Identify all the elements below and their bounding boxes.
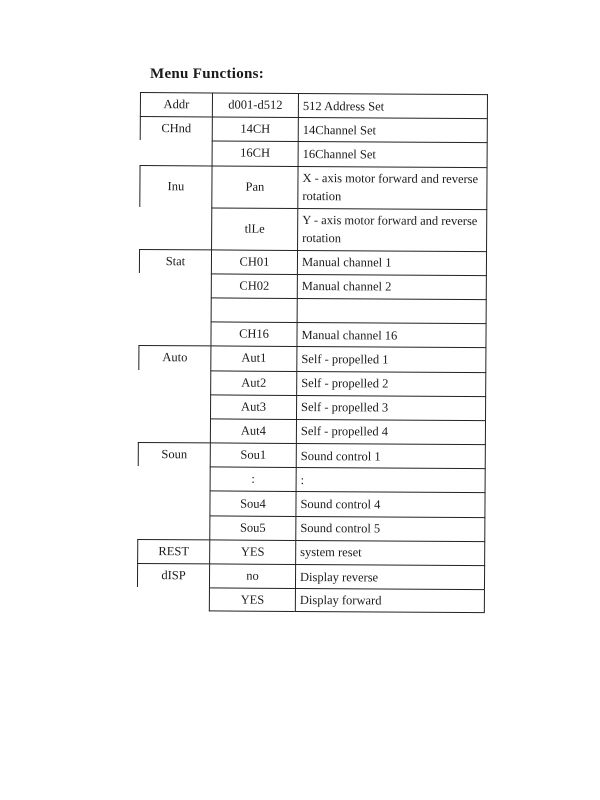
table-row xyxy=(138,466,486,492)
setting-value-cell: Aut3 xyxy=(210,394,296,419)
table-row xyxy=(139,249,487,275)
description-cell: Sound control 1 xyxy=(296,443,486,468)
table-row xyxy=(140,140,488,166)
setting-value-cell: 14CH xyxy=(212,117,298,142)
table-row xyxy=(137,587,485,613)
menu-item-cell: Inu xyxy=(139,165,211,207)
description-cell: Sound control 5 xyxy=(295,516,485,541)
table-row xyxy=(138,345,486,371)
table-row xyxy=(139,273,487,299)
description-cell: Self - propelled 1 xyxy=(296,346,486,371)
setting-value-cell: Sou1 xyxy=(210,442,296,467)
menu-item-cell: Auto xyxy=(138,345,210,370)
table-row xyxy=(138,321,486,347)
menu-item-cell xyxy=(138,321,210,346)
description-cell: 14Channel Set xyxy=(298,117,488,142)
table-row xyxy=(138,369,486,395)
table-row xyxy=(138,394,486,420)
menu-item-cell: Soun xyxy=(138,442,210,467)
setting-value-cell: Aut1 xyxy=(210,346,296,371)
table-row xyxy=(138,442,486,468)
setting-value-cell: Sou4 xyxy=(209,491,295,516)
table-row xyxy=(137,539,485,565)
menu-item-cell: Stat xyxy=(139,249,211,274)
table-row xyxy=(137,563,485,589)
menu-item-cell: REST xyxy=(137,539,209,564)
description-cell: 16Channel Set xyxy=(298,141,488,166)
menu-item-cell xyxy=(137,587,209,612)
setting-value-cell: : xyxy=(210,467,296,492)
setting-value-cell: 16CH xyxy=(212,141,298,166)
menu-item-cell xyxy=(137,515,209,540)
setting-value-cell: d001-d512 xyxy=(212,92,298,117)
description-cell: Sound control 4 xyxy=(295,491,485,516)
description-cell: system reset xyxy=(295,540,485,565)
table-row xyxy=(139,297,487,323)
menu-item-cell xyxy=(139,297,211,322)
menu-item-cell: CHnd xyxy=(140,116,212,141)
description-cell: Manual channel 16 xyxy=(296,322,486,347)
menu-functions-table xyxy=(137,92,488,613)
setting-value-cell: YES xyxy=(209,539,295,564)
setting-value-cell: tlLe xyxy=(211,207,297,250)
setting-value-cell: YES xyxy=(209,588,295,613)
description-cell: Self - propelled 2 xyxy=(296,370,486,395)
menu-item-cell xyxy=(139,207,211,249)
description-cell: Self - propelled 4 xyxy=(296,419,486,444)
menu-item-cell xyxy=(138,466,210,491)
description-cell: : xyxy=(296,467,486,492)
menu-item-cell: Addr xyxy=(140,92,212,117)
description-cell: Manual channel 2 xyxy=(297,274,487,299)
setting-value-cell: Aut2 xyxy=(210,370,296,395)
menu-item-cell xyxy=(137,490,209,515)
menu-item-cell xyxy=(140,140,212,165)
description-cell: X - axis motor forward and reverse rotation xyxy=(297,166,487,209)
description-cell: 512 Address Set xyxy=(298,93,488,118)
menu-item-cell: dISP xyxy=(137,563,209,588)
setting-value-cell: Aut4 xyxy=(210,418,296,443)
table-row xyxy=(137,515,485,541)
setting-value-cell: CH01 xyxy=(211,249,297,274)
description-cell xyxy=(297,298,487,323)
description-cell: Display forward xyxy=(295,588,485,613)
setting-value-cell: CH16 xyxy=(210,322,296,347)
table-row xyxy=(140,116,488,142)
page-title: Menu Functions: xyxy=(150,66,265,82)
description-cell: Display reverse xyxy=(295,564,485,589)
menu-item-cell xyxy=(138,418,210,443)
setting-value-cell xyxy=(211,297,297,322)
menu-item-cell xyxy=(138,394,210,419)
menu-item-cell xyxy=(139,273,211,298)
description-cell: Self - propelled 3 xyxy=(296,395,486,420)
setting-value-cell: Sou5 xyxy=(209,515,295,540)
setting-value-cell: CH02 xyxy=(211,273,297,298)
description-cell: Y - axis motor forward and reverse rotation xyxy=(297,208,487,251)
setting-value-cell: Pan xyxy=(211,165,297,208)
table-row xyxy=(137,490,485,516)
table-row xyxy=(139,207,487,251)
table-row xyxy=(139,165,487,209)
table-row xyxy=(140,92,488,118)
table-row xyxy=(138,418,486,444)
menu-item-cell xyxy=(138,369,210,394)
setting-value-cell: no xyxy=(209,563,295,588)
description-cell: Manual channel 1 xyxy=(297,250,487,275)
